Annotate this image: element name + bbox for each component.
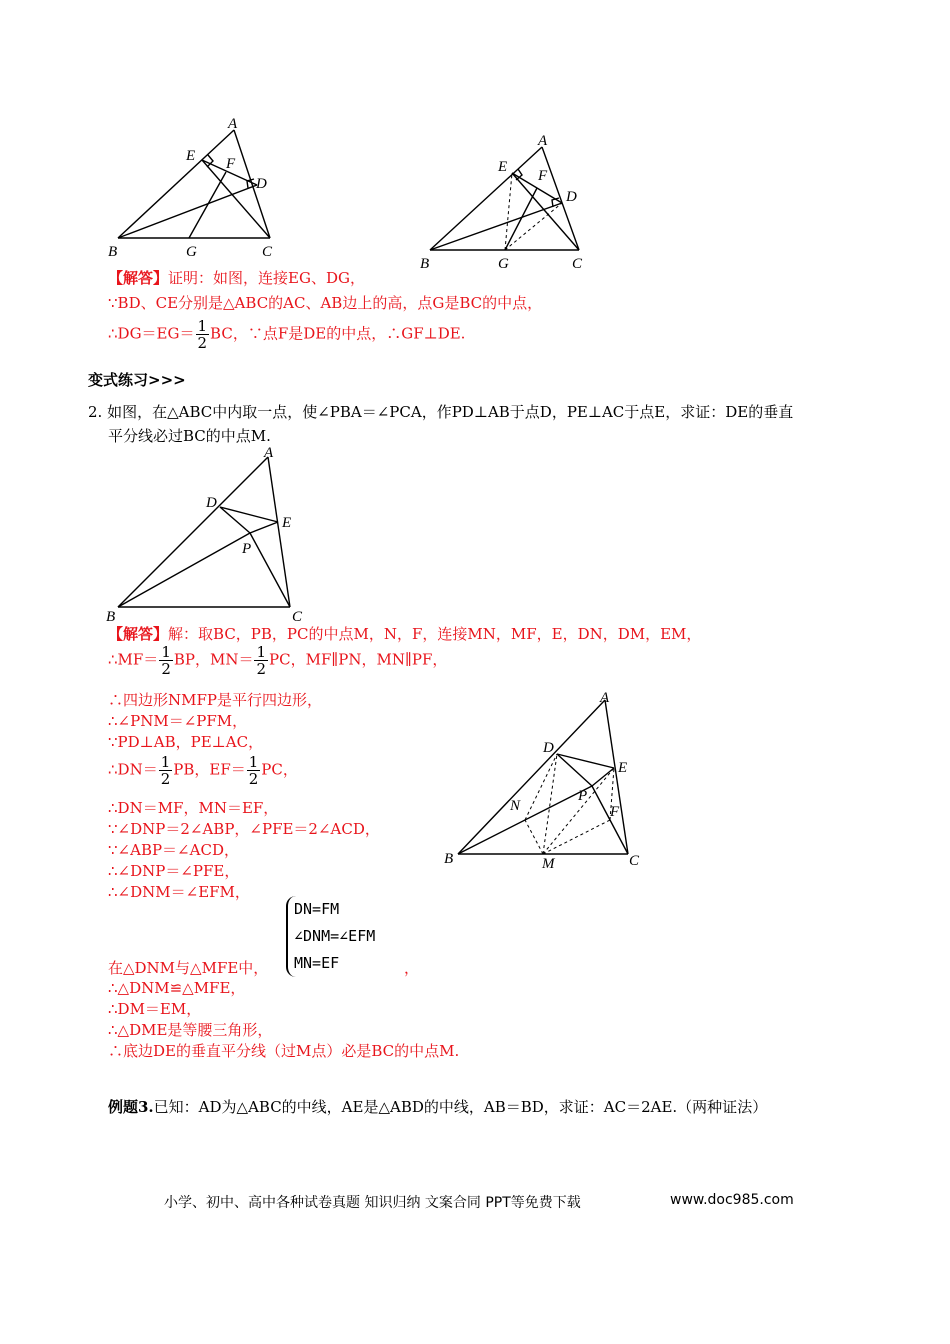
fig1-label-B: B [108,244,118,260]
fig2-label-C: C [572,256,583,272]
fig2-label-E: E [498,159,508,175]
fig2-label-F: F [538,168,548,184]
fig3-label-E: E [282,515,292,531]
fig3-label-C: C [292,609,303,625]
fig3-label-B: B [106,609,116,625]
section-title: 变式练习>>> [88,371,186,389]
fig2-label-D: D [566,189,577,205]
sol2-line15: ∴△DME是等腰三角形， [108,1021,273,1039]
figure-3 [100,445,320,625]
sol2-line14: ∴DM＝EM， [108,1000,202,1018]
system-eq-3: MN=EF [294,954,340,972]
system-eq-2: ∠DNM=∠EFM [294,927,376,945]
figure-4 [440,688,655,873]
fig4-label-B: B [444,851,454,867]
fig3-label-P: P [242,541,252,557]
sol2-line2: ∴MF＝ $\frac{1}{2}$ BP，MN＝ $\frac{1}{2}$ PC，MF∥PN，MN∥PF， [108,643,448,678]
fraction-half: $\frac{1}{2}$ [256,643,267,678]
fig1-label-E: E [186,148,196,164]
fig3-label-D: D [206,495,217,511]
fig4-label-E: E [618,760,628,776]
sol1-line3: ∴DG＝EG＝ $\frac{1}{2}$ BC，∵点F是DE的中点，∴GF⊥DE. [108,317,466,352]
fraction-half: $\frac{1}{2}$ [160,753,171,788]
sol2-line10: ∴∠DNP＝∠PFE， [108,862,240,880]
sol2-line9: ∵∠ABP＝∠ACD， [108,841,239,859]
sol2-line1: 【解答】解：取BC，PB，PC的中点M，N，F，连接MN，MF，E，DN，DM，EM， [108,625,702,643]
fig4-label-P: P [578,788,588,804]
fig4-label-A: A [600,690,610,706]
footer-url[interactable]: www.doc985.com [670,1192,794,1208]
footer-text: 小学、初中、高中各种试卷真题 知识归纳 文案合同 PPT等免费下载 [164,1195,581,1211]
sol2-line6: ∴DN＝ $\frac{1}{2}$ PB，EF＝ $\frac{1}{2}$ PC， [108,753,298,788]
fraction-half: $\frac{1}{2}$ [161,643,171,678]
fraction-half: $\frac{1}{2}$ [197,317,208,352]
fig4-label-M: M [542,856,555,872]
problem2-line2: 平分线必过BC的中点M. [108,427,271,445]
fig1-label-F: F [226,156,236,172]
fig1-label-G: G [186,244,197,260]
fig1-label-A: A [228,116,238,132]
fig1-label-D: D [256,176,267,192]
fig1-label-C: C [262,244,273,260]
fraction-half: $\frac{1}{2}$ [248,753,259,788]
fig4-label-C: C [629,853,640,869]
equation-system [286,896,375,977]
fig4-label-D: D [543,740,554,756]
sol2-line3: ∴四边形NMFP是平行四边形， [108,691,322,709]
fig2-label-G: G [498,256,509,272]
fig4-label-N: N [510,798,521,814]
figure-1 [100,110,300,265]
sol2-line8: ∵∠DNP＝2∠ABP，∠PFE＝2∠ACD， [108,820,380,838]
sol1-line1: 【解答】证明：如图，连接EG、DG， [108,269,365,287]
sol2-line12: 在△DNM与△MFE中， [108,959,269,977]
sol2-line5: ∵PD⊥AB，PE⊥AC， [108,733,264,751]
sol2-line4: ∴∠PNM＝∠PFM， [108,712,248,730]
sol2-line11: ∴∠DNM＝∠EFM， [108,883,250,901]
fig2-label-B: B [420,256,430,272]
sol2-line16: ∴底边DE的垂直平分线（过M点）必是BC的中点M. [108,1042,460,1060]
sol2-line13: ∴△DNM≌△MFE， [108,979,246,997]
sol2-line7: ∴DN＝MF，MN＝EF， [108,799,279,817]
problem2-line1: 2. 如图，在△ABC中内取一点，使∠PBA＝∠PCA，作PD⊥AB于点D，PE⊥AC于点E，求证：DE的垂直 [88,403,794,421]
example3: 例题3.已知：AD为△ABC的中线，AE是△ABD的中线，AB＝BD，求证：AC＝2AE.（两种证法） [108,1098,768,1116]
fig2-label-A: A [538,133,548,149]
fig4-label-F: F [610,804,620,820]
figure-2 [412,125,602,275]
sol2-line12-comma: ， [404,959,420,977]
system-eq-1: DN=FM [294,900,340,918]
sol1-line2: ∵BD、CE分别是△ABC的AC、AB边上的高，点G是BC的中点， [108,294,543,312]
fig3-label-A: A [264,445,274,461]
